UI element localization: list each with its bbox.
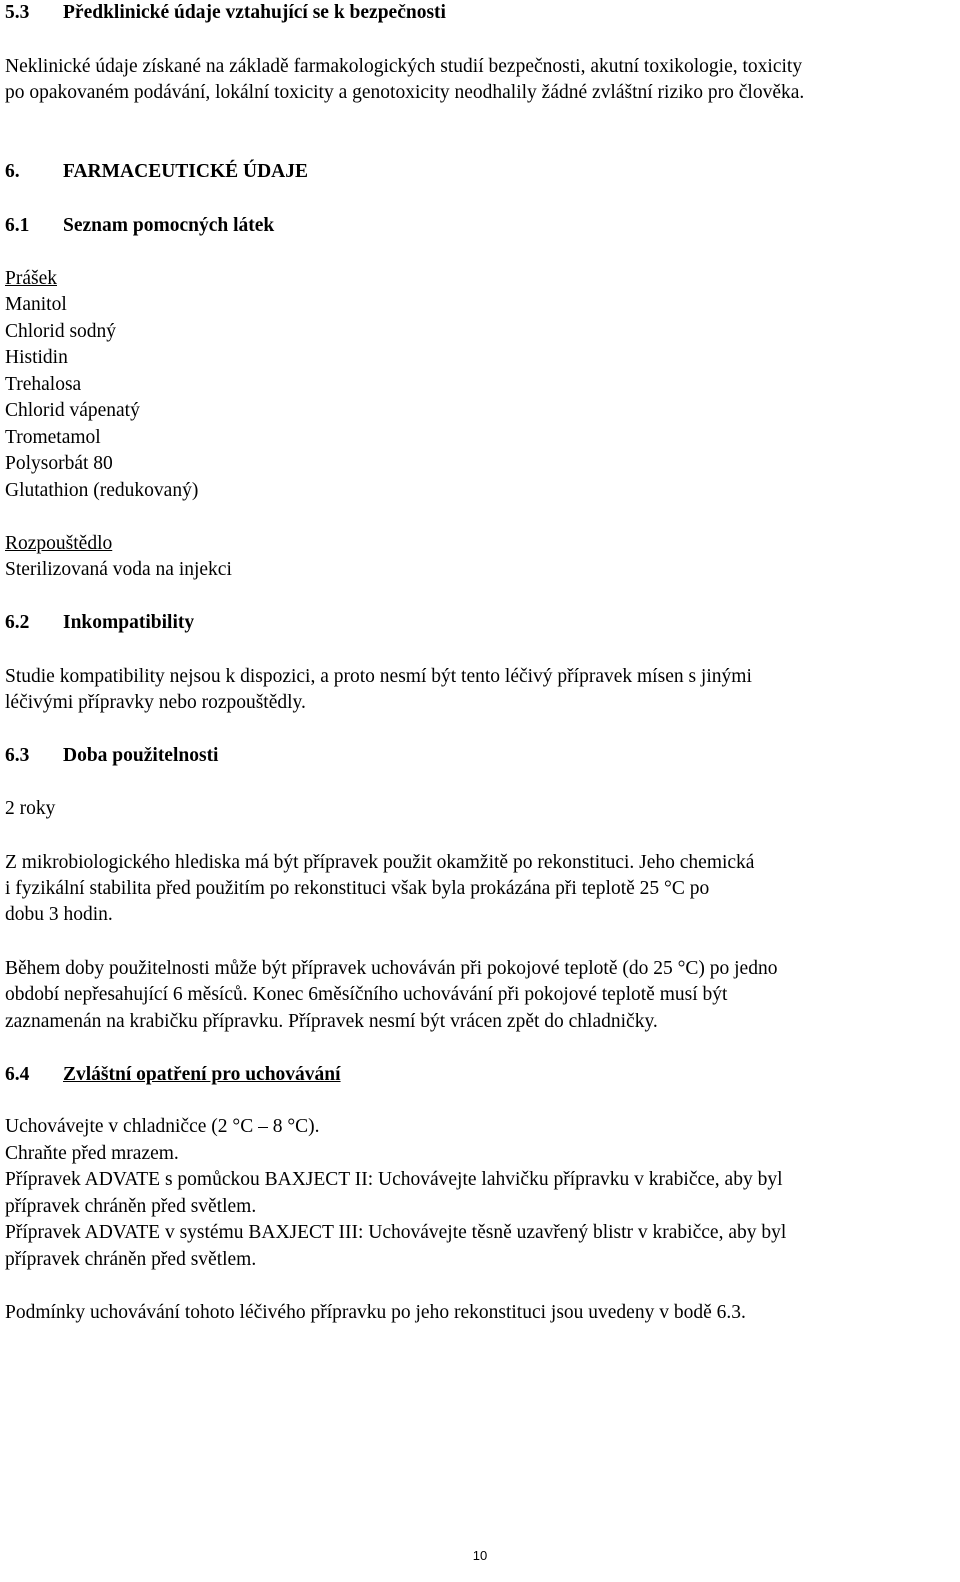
section-number: 6.4	[5, 1064, 30, 1085]
paragraph-line: Podmínky uchovávání tohoto léčivého přípravku po jeho rekonstituci jsou uvedeny v bodě 6.3.	[5, 1302, 746, 1323]
section-number: 6.	[5, 161, 20, 182]
paragraph-line: Přípravek ADVATE v systému BAXJECT III: Uchovávejte těsně uzavřený blistr v krabičce, aby byl	[5, 1222, 787, 1243]
excipient-item: Histidin	[5, 347, 68, 368]
paragraph-line: přípravek chráněn před světlem.	[5, 1196, 257, 1217]
section-heading-6-2	[5, 610, 194, 637]
solvent-label: Rozpouštědlo	[5, 533, 113, 554]
powder-label: Prášek	[5, 268, 57, 289]
shelf-life-value: 2 roky	[5, 798, 56, 819]
paragraph-line: Přípravek ADVATE s pomůckou BAXJECT II: Uchovávejte lahvičku přípravku v krabičce, aby byl	[5, 1169, 783, 1190]
section-heading-5-3	[5, 0, 446, 27]
section-title: Předklinické údaje vztahující se k bezpečnosti	[63, 2, 446, 23]
excipient-item: Manitol	[5, 294, 67, 315]
paragraph-line: přípravek chráněn před světlem.	[5, 1249, 257, 1270]
section-heading-6	[5, 159, 308, 186]
excipient-item: Trehalosa	[5, 374, 82, 395]
section-heading-6-3	[5, 743, 218, 770]
paragraph-line: dobu 3 hodin.	[5, 904, 113, 925]
solvent-item: Sterilizovaná voda na injekci	[5, 559, 232, 580]
section-title: Inkompatibility	[63, 612, 195, 633]
excipient-item: Trometamol	[5, 427, 101, 448]
paragraph-line: Během doby použitelnosti může být přípravek uchováván při pokojové teplotě (do 25 °C) po jedno	[5, 958, 778, 979]
section-title: Doba použitelnosti	[63, 745, 219, 766]
section-number: 6.1	[5, 215, 30, 236]
section-heading-6-4	[5, 1062, 341, 1089]
section-heading-6-1	[5, 213, 274, 240]
paragraph-line: Studie kompatibility nejsou k dispozici, a proto nesmí být tento léčivý přípravek mísen s jinými	[5, 666, 752, 687]
excipient-item: Polysorbát 80	[5, 453, 113, 474]
paragraph-line: období nepřesahující 6 měsíců. Konec 6měsíčního uchovávání při pokojové teplotě musí být	[5, 984, 728, 1005]
paragraph-line: Chraňte před mrazem.	[5, 1143, 179, 1164]
paragraph-line: po opakovaném podávání, lokální toxicity a genotoxicity neodhalily žádné zvláštní riziko pro člověka.	[5, 82, 805, 103]
section-number: 6.3	[5, 745, 30, 766]
section-title: Zvláštní opatření pro uchovávání	[63, 1064, 341, 1085]
section-title: FARMACEUTICKÉ ÚDAJE	[63, 161, 309, 182]
paragraph-line: zaznamenán na krabičku přípravku. Přípravek nesmí být vrácen zpět do chladničky.	[5, 1011, 658, 1032]
paragraph-line: Z mikrobiologického hlediska má být přípravek použit okamžitě po rekonstituci. Jeho chemická	[5, 852, 755, 873]
section-number: 6.2	[5, 612, 30, 633]
paragraph-line: Neklinické údaje získané na základě farmakologických studií bezpečnosti, akutní toxikologie, toxicity	[5, 56, 803, 77]
paragraph-line: i fyzikální stabilita před použitím po rekonstituci však byla prokázána při teplotě 25 °C po	[5, 878, 710, 899]
section-number: 5.3	[5, 2, 30, 23]
paragraph-line: léčivými přípravky nebo rozpouštědly.	[5, 692, 306, 713]
page-number: 10	[472, 1548, 488, 1563]
excipient-item: Glutathion (redukovaný)	[5, 480, 199, 501]
excipient-item: Chlorid vápenatý	[5, 400, 140, 421]
excipient-item: Chlorid sodný	[5, 321, 117, 342]
paragraph-line: Uchovávejte v chladničce (2 °C – 8 °C).	[5, 1116, 320, 1137]
section-title: Seznam pomocných látek	[63, 215, 275, 236]
